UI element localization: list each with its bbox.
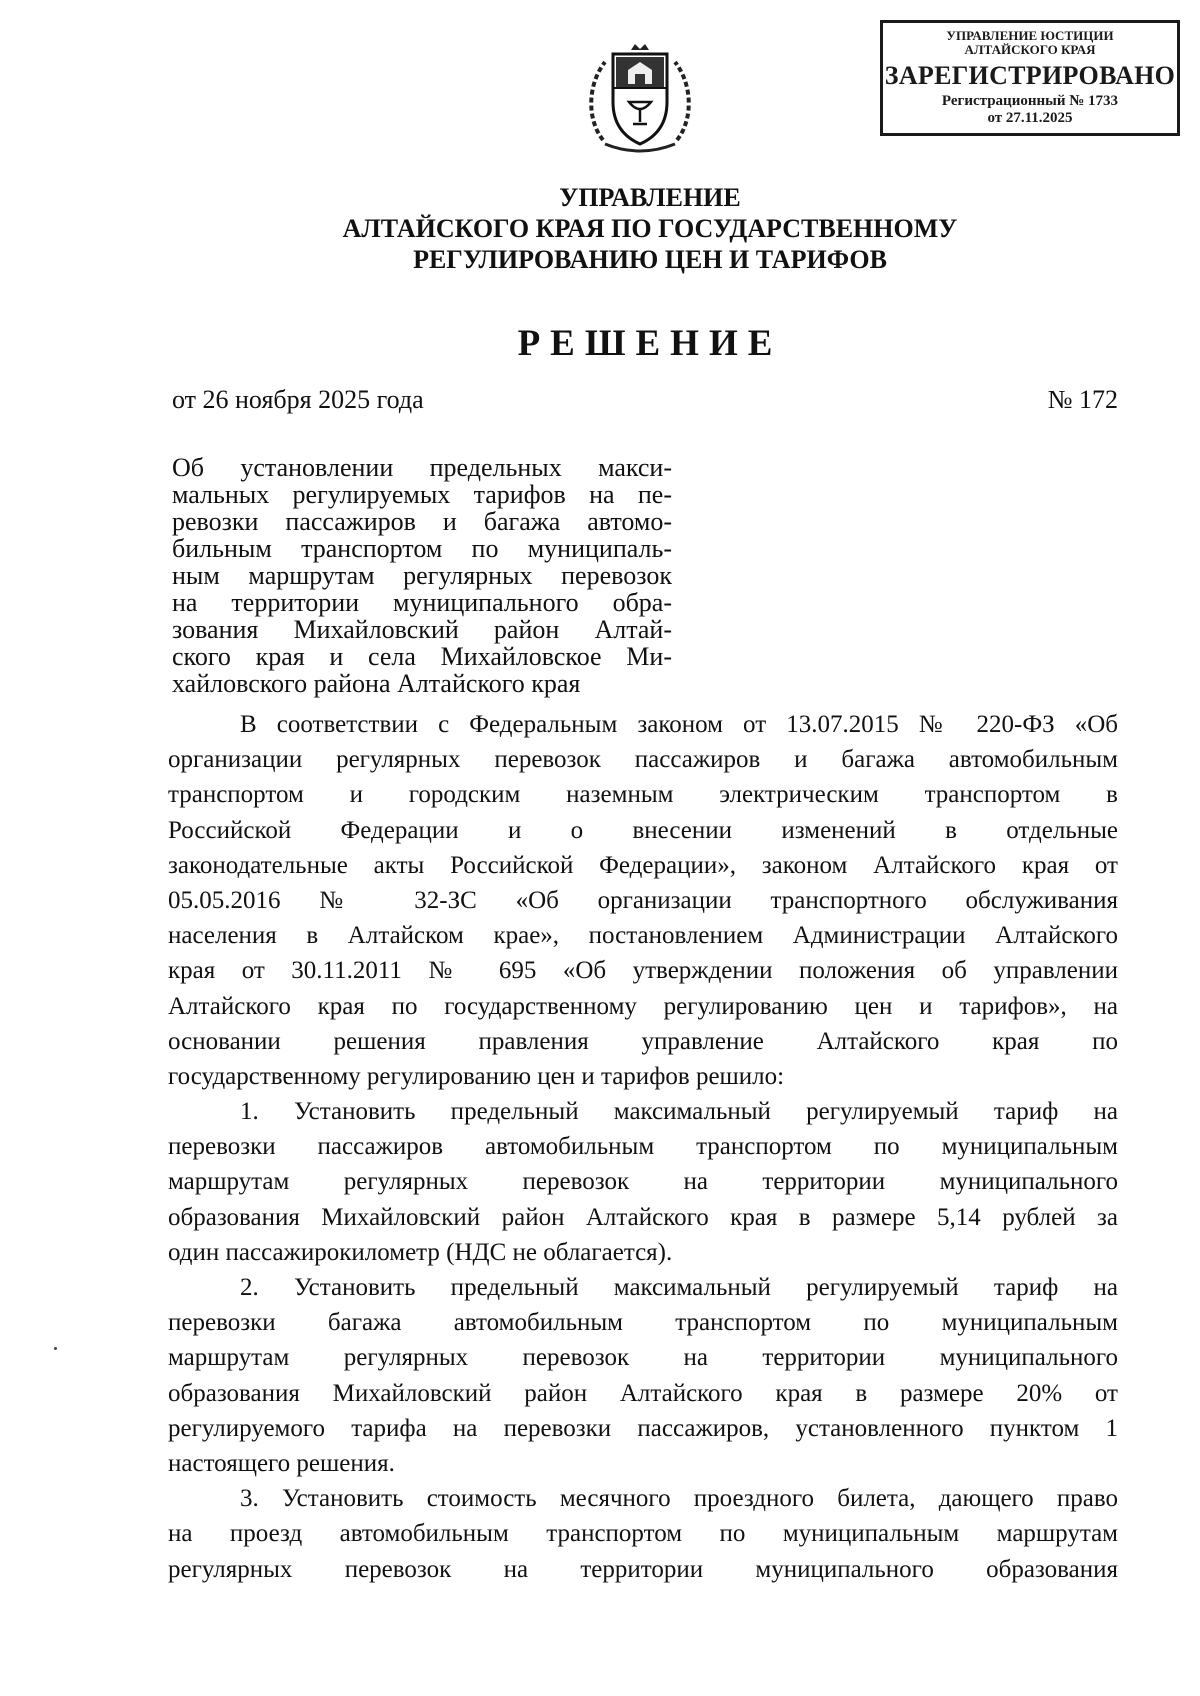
body-line: перевозки пассажиров автомобильным транспортом по муниципальным — [168, 1133, 1118, 1161]
scan-speck — [54, 1347, 57, 1350]
stamp-authority-line2: АЛТАЙСКОГО КРАЯ — [964, 42, 1096, 57]
registration-stamp — [880, 20, 1180, 136]
body-line: образования Михайловский район Алтайского края в размере 20% от — [168, 1379, 1118, 1407]
body-line: регулярных перевозок на территории муниципального образования — [168, 1555, 1118, 1583]
coat-of-arms-emblem — [583, 40, 697, 160]
decision-date: от 26 ноября 2025 года — [172, 385, 424, 414]
subject-line: мальных регулируемых тарифов на пе- — [172, 480, 672, 509]
subject-line: ревозки пассажиров и багажа автомо- — [172, 507, 672, 536]
subject-line: бильным транспортом по муниципаль- — [172, 534, 672, 563]
body-line: В соответствии с Федеральным законом от 13.07.2015 № 220-ФЗ «Об — [240, 711, 1118, 738]
body-line: 3. Установить стоимость месячного проездного билета, дающего право — [240, 1485, 1118, 1513]
document-type-heading: РЕШЕНИЕ — [517, 323, 783, 364]
body-line: один пассажирокилометр (НДС не облагается). — [168, 1238, 673, 1266]
body-line: края от 30.11.2011 № 695 «Об утверждении положения об управлении — [168, 957, 1118, 985]
org-title-line3: РЕГУЛИРОВАНИЮ ЦЕН И ТАРИФОВ — [413, 245, 887, 274]
stamp-reg-number: Регистрационный № 1733 — [941, 93, 1119, 109]
body-line: образования Михайловский район Алтайского края в размере 5,14 рублей за — [168, 1203, 1118, 1231]
stamp-authority-line1: УПРАВЛЕНИЕ ЮСТИЦИИ — [946, 28, 1114, 43]
body-line: основании решения правления управление Алтайского края по — [168, 1027, 1118, 1055]
body-line: 05.05.2016 № 32-ЗС «Об организации транспортного обслуживания — [168, 886, 1118, 914]
stamp-status: ЗАРЕГИСТРИРОВАНО — [884, 61, 1176, 90]
subject-line: ского края и села Михайловское Ми- — [172, 642, 672, 671]
body-line: транспортом и городским наземным электрическим транспортом в — [168, 781, 1118, 809]
body-line: настоящего решения. — [168, 1449, 395, 1477]
org-title-line2: АЛТАЙСКОГО КРАЯ ПО ГОСУДАРСТВЕННОМУ — [342, 214, 958, 243]
subject-line: ным маршрутам регулярных перевозок — [172, 561, 672, 590]
body-line: населения в Алтайском крае», постановлением Администрации Алтайского — [168, 922, 1118, 950]
body-line: перевозки багажа автомобильным транспортом по муниципальным — [168, 1309, 1118, 1337]
decision-number: № 172 — [1047, 385, 1118, 414]
body-line: законодательные акты Российской Федерации», законом Алтайского края от — [168, 851, 1118, 879]
decision-body — [168, 707, 1118, 1587]
body-line: 2. Установить предельный максимальный регулируемый тариф на — [240, 1274, 1118, 1301]
subject-line: хайловского района Алтайского края — [172, 669, 581, 698]
decision-subject — [172, 454, 672, 697]
body-line: регулируемого тарифа на перевозки пассажиров, установленного пунктом 1 — [168, 1414, 1118, 1442]
body-line: организации регулярных перевозок пассажиров и багажа автомобильным — [168, 746, 1118, 774]
subject-line: зования Михайловский район Алтай- — [172, 615, 672, 644]
body-line: 1. Установить предельный максимальный регулируемый тариф на — [240, 1098, 1118, 1126]
body-line: государственному регулированию цен и тарифов решило: — [168, 1062, 785, 1090]
org-title-line1: УПРАВЛЕНИЕ — [559, 183, 741, 212]
stamp-reg-date: от 27.11.2025 — [987, 110, 1073, 126]
body-line: маршрутам регулярных перевозок на территории муниципального — [168, 1344, 1118, 1372]
body-line: маршрутам регулярных перевозок на территории муниципального — [168, 1168, 1118, 1196]
body-line: Российской Федерации и о внесении изменений в отдельные — [168, 816, 1118, 844]
body-line: на проезд автомобильным транспортом по муниципальным маршрутам — [168, 1520, 1118, 1548]
subject-line: Об установлении предельных макси- — [172, 453, 672, 482]
subject-line: на территории муниципального обра- — [172, 588, 672, 617]
body-line: Алтайского края по государственному регулированию цен и тарифов», на — [168, 992, 1118, 1020]
